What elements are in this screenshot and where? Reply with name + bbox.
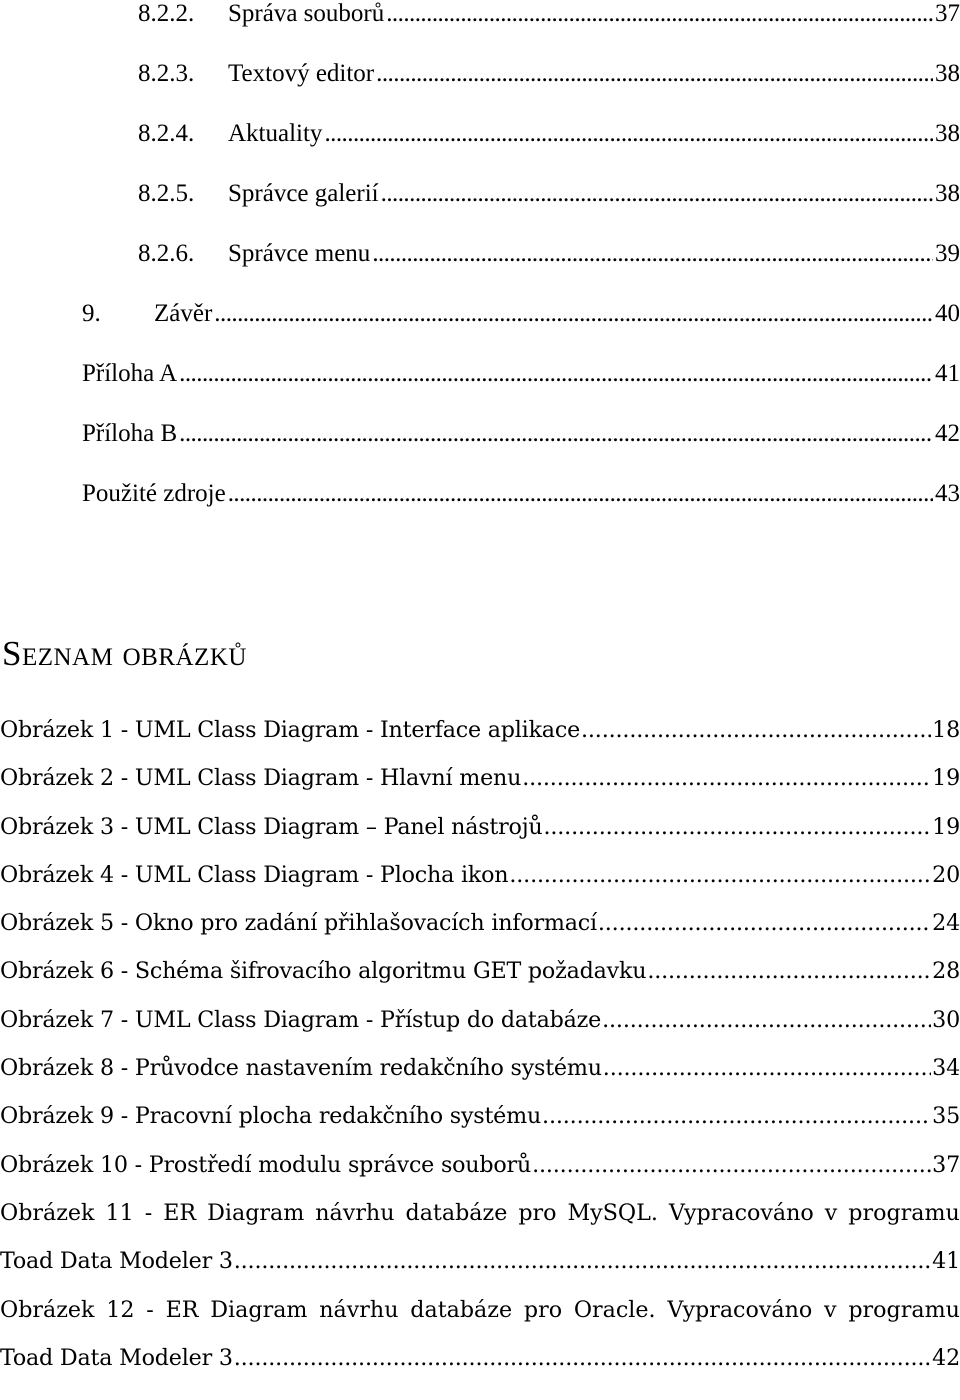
toc-entry-number: 8.2.5. xyxy=(138,180,195,207)
figure-entry-title: Obrázek 10 - Prostředí modulu správce souborů xyxy=(0,1152,532,1178)
toc-entry[interactable] xyxy=(138,0,960,34)
figure-entry-title: Obrázek 5 - Okno pro zadání přihlašovacích informací xyxy=(0,910,597,936)
figure-entry-title: Obrázek 2 - UML Class Diagram - Hlavní menu xyxy=(0,765,522,791)
toc-entry[interactable] xyxy=(138,54,960,94)
figure-entry-title: Obrázek 1 - UML Class Diagram - Interface aplikace xyxy=(0,717,580,743)
figure-entry-line[interactable] xyxy=(0,1288,960,1332)
figure-entry-word: Diagram xyxy=(207,1200,305,1226)
figure-entry-word: pro xyxy=(523,1297,563,1323)
figure-entry-word: Vypracováno xyxy=(667,1297,813,1323)
dot-leader xyxy=(581,708,931,752)
toc-entry-page: 42 xyxy=(935,420,960,447)
figure-entry-word: Vypracováno xyxy=(668,1200,814,1226)
dot-leader xyxy=(603,1046,931,1090)
figure-entry-page: 41 xyxy=(932,1248,960,1274)
figure-entry-page: 24 xyxy=(932,910,960,936)
figure-entry[interactable] xyxy=(0,805,960,849)
dot-leader xyxy=(234,1336,931,1380)
dot-leader xyxy=(376,54,933,94)
dot-leader xyxy=(386,0,933,34)
dot-leader xyxy=(324,114,933,154)
figure-entry-line[interactable] xyxy=(0,1191,960,1235)
toc-entry-page: 43 xyxy=(935,480,960,507)
toc-entry-number: 8.2.6. xyxy=(138,240,195,267)
figure-entry-word: návrhu xyxy=(319,1297,399,1323)
figure-entry-page: 28 xyxy=(932,958,960,984)
figure-entry-word: Obrázek xyxy=(0,1200,95,1226)
figure-entry-word: - xyxy=(146,1297,154,1323)
figure-entry-word: Oracle. xyxy=(573,1297,656,1323)
toc-entry-title: Aktuality xyxy=(228,120,323,147)
toc-entry-number: 9. xyxy=(82,300,101,327)
toc-entry-title: Příloha B xyxy=(82,420,178,447)
figure-entry-word: Obrázek xyxy=(0,1297,95,1323)
toc-entry[interactable] xyxy=(82,354,960,394)
figure-entry-title: Toad Data Modeler 3 xyxy=(0,1248,233,1274)
figure-entry-page: 34 xyxy=(932,1055,960,1081)
figure-entry[interactable] xyxy=(0,1094,960,1138)
figure-entry-title: Toad Data Modeler 3 xyxy=(0,1345,233,1371)
toc-entry-number: 8.2.3. xyxy=(138,60,195,87)
dot-leader xyxy=(602,998,931,1042)
dot-leader xyxy=(228,474,933,514)
figure-entry[interactable] xyxy=(0,901,960,945)
dot-leader xyxy=(598,901,931,945)
figure-entry-page: 42 xyxy=(932,1345,960,1371)
toc-entry-title: Textový editor xyxy=(228,60,375,87)
figure-entry-page: 20 xyxy=(932,862,960,888)
figure-entry-title: Obrázek 9 - Pracovní plocha redakčního systému xyxy=(0,1103,542,1129)
dot-leader xyxy=(509,853,931,897)
toc-entry-page: 38 xyxy=(935,120,960,147)
dot-leader xyxy=(179,414,933,454)
figure-entry-page: 35 xyxy=(932,1103,960,1129)
figure-entry[interactable] xyxy=(0,1143,960,1187)
figure-entry-word: v xyxy=(824,1200,838,1226)
toc-entry-number: 8.2.4. xyxy=(138,120,195,147)
figure-entry-title: Obrázek 7 - UML Class Diagram - Přístup do databáze xyxy=(0,1007,602,1033)
figure-entry-page: 19 xyxy=(932,765,960,791)
figure-entry[interactable] xyxy=(0,949,960,993)
toc-entry-title: Příloha A xyxy=(82,360,178,387)
toc-entry-title: Správa souborů xyxy=(228,0,385,27)
toc-entry-page: 38 xyxy=(935,180,960,207)
figure-entry-word: - xyxy=(144,1200,153,1226)
toc-entry-page: 40 xyxy=(935,300,960,327)
figure-entry[interactable] xyxy=(0,1239,960,1283)
dot-leader xyxy=(214,294,933,334)
toc-entry-number: 8.2.2. xyxy=(138,0,195,27)
figure-entry-word: programu xyxy=(848,1297,960,1323)
dot-leader xyxy=(542,1094,931,1138)
figure-entry-page: 19 xyxy=(932,814,960,840)
toc-entry-page: 38 xyxy=(935,60,960,87)
toc-entry-title: Správce menu xyxy=(228,240,371,267)
figure-entry-word: databáze xyxy=(405,1200,508,1226)
dot-leader xyxy=(543,805,931,849)
figure-entry-page: 18 xyxy=(932,717,960,743)
toc-entry-page: 41 xyxy=(935,360,960,387)
figure-entry-title: Obrázek 8 - Průvodce nastavením redakčního systému xyxy=(0,1055,602,1081)
figure-entry[interactable] xyxy=(0,1046,960,1090)
figure-entry-word: v xyxy=(824,1297,837,1323)
dot-leader xyxy=(532,1143,931,1187)
toc-entry-page: 37 xyxy=(935,0,960,27)
figure-entry-title: Obrázek 4 - UML Class Diagram - Plocha ikon xyxy=(0,862,509,888)
figure-entry-word: 11 xyxy=(105,1200,134,1226)
figure-entry-title: Obrázek 6 - Schéma šifrovacího algoritmu GET požadavku xyxy=(0,958,647,984)
toc-entry[interactable] xyxy=(138,234,960,274)
toc-entry-title: Závěr xyxy=(154,300,213,327)
figures-heading: Seznam obrázků xyxy=(2,634,247,673)
dot-leader xyxy=(179,354,933,394)
figure-entry-word: databáze xyxy=(410,1297,513,1323)
figure-entry[interactable] xyxy=(0,1336,960,1380)
toc-entry[interactable] xyxy=(82,294,960,334)
figure-entry-page: 30 xyxy=(932,1007,960,1033)
toc-entry-title: Použité zdroje xyxy=(82,480,226,507)
toc-entry-page: 39 xyxy=(935,240,960,267)
figure-entry[interactable] xyxy=(0,998,960,1042)
figure-entry-word: návrhu xyxy=(315,1200,395,1226)
dot-leader xyxy=(647,949,931,993)
figure-entry[interactable] xyxy=(0,708,960,752)
figure-entry-word: ER xyxy=(163,1200,197,1226)
figure-entry[interactable] xyxy=(0,756,960,800)
figure-entry-page: 37 xyxy=(932,1152,960,1178)
toc-entry[interactable] xyxy=(82,414,960,454)
dot-leader xyxy=(372,234,933,274)
dot-leader xyxy=(522,756,931,800)
toc-entry[interactable] xyxy=(82,474,960,514)
figure-entry-word: programu xyxy=(848,1200,960,1226)
dot-leader xyxy=(234,1239,931,1283)
figure-entry-word: Diagram xyxy=(210,1297,308,1323)
figure-entry-word: pro xyxy=(518,1200,557,1226)
toc-entry[interactable] xyxy=(138,114,960,154)
toc-entry[interactable] xyxy=(138,174,960,214)
figure-entry-title: Obrázek 3 - UML Class Diagram – Panel nástrojů xyxy=(0,814,543,840)
figure-entry[interactable] xyxy=(0,853,960,897)
figure-entry-word: ER xyxy=(165,1297,199,1323)
figure-entry-word: 12 xyxy=(106,1297,135,1323)
toc-entry-title: Správce galerií xyxy=(228,180,379,207)
figure-entry-word: MySQL. xyxy=(567,1200,658,1226)
dot-leader xyxy=(381,174,933,214)
